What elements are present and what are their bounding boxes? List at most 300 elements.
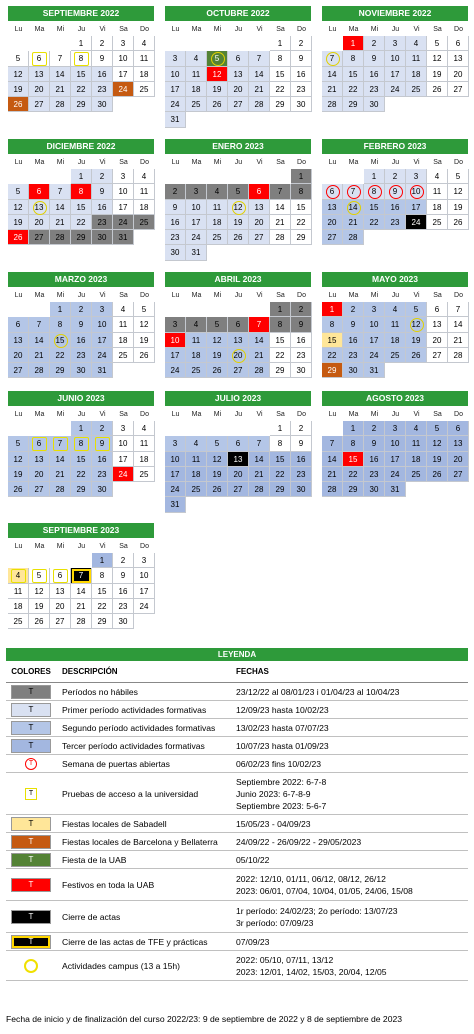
weekday-header: Do — [297, 159, 306, 166]
legend-swatch-cell — [6, 787, 56, 801]
legend-dates — [234, 936, 468, 948]
day-cell: 8 — [71, 184, 92, 199]
day-cell: 20 — [448, 452, 469, 467]
day-cell: 27 — [29, 482, 50, 497]
day-cell: 24 — [113, 215, 134, 230]
day-cell: 8 — [343, 436, 364, 451]
day-cell: 2 — [113, 553, 134, 568]
day-cell: 8 — [343, 51, 364, 66]
day-cell: 29 — [71, 230, 92, 245]
day-cell: 10 — [165, 333, 186, 348]
month-title: JUNIO 2023 — [8, 391, 154, 406]
legend-description: Segundo período actividades formativas — [62, 722, 216, 733]
day-cell: 18 — [113, 333, 134, 348]
weekday-header: Sa — [276, 159, 285, 166]
day-cell: 25 — [385, 348, 406, 363]
day-cell: 19 — [8, 82, 29, 97]
day-cell: 29 — [270, 363, 291, 378]
empty-day-cell — [270, 169, 291, 184]
day-cell: 2 — [291, 302, 312, 317]
legend-dates — [234, 954, 468, 978]
day-cell: 18 — [134, 67, 155, 82]
day-cell: 10 — [165, 452, 186, 467]
legend-swatch — [11, 757, 51, 771]
day-cell: 21 — [270, 215, 291, 230]
weekday-header: Do — [454, 411, 463, 418]
day-cell: 27 — [228, 482, 249, 497]
month-days-grid — [322, 289, 468, 378]
day-cell: 28 — [249, 482, 270, 497]
day-cell: 7 — [322, 51, 343, 66]
month-calendar — [8, 391, 154, 497]
day-cell: 8 — [71, 436, 92, 451]
empty-day-cell — [228, 36, 249, 51]
weekday-header: Lu — [328, 26, 337, 33]
day-cell: 21 — [29, 348, 50, 363]
empty-day-cell — [8, 421, 29, 436]
legend-date-line: 1r período: 24/02/23; 2o período: 13/07/23 — [236, 905, 398, 916]
day-cell: 23 — [343, 348, 364, 363]
day-cell: 9 — [291, 317, 312, 332]
day-cell: 13 — [228, 67, 249, 82]
day-cell: 12 — [406, 317, 427, 332]
day-cell: 2 — [291, 421, 312, 436]
day-cell: 19 — [8, 215, 29, 230]
legend-dates — [234, 836, 468, 848]
day-cell: 6 — [228, 317, 249, 332]
day-cell: 27 — [50, 614, 71, 629]
day-cell: 25 — [134, 215, 155, 230]
legend-description: Fiesta de la UAB — [62, 854, 127, 865]
weekday-header: Ma — [348, 292, 359, 299]
day-cell: 22 — [291, 215, 312, 230]
weekday-header: Vi — [413, 292, 420, 299]
day-cell: 6 — [228, 436, 249, 451]
day-cell: 10 — [134, 568, 155, 583]
legend-description: Primer período actividades formativas — [62, 704, 207, 715]
legend-swatch — [24, 959, 38, 973]
day-cell: 18 — [207, 215, 228, 230]
day-cell: 15 — [364, 200, 385, 215]
weekday-header: Lu — [171, 26, 180, 33]
day-cell: 10 — [165, 67, 186, 82]
legend-dates — [234, 818, 468, 830]
day-cell: 1 — [71, 421, 92, 436]
month-calendar — [165, 391, 311, 513]
day-cell: 14 — [50, 67, 71, 82]
empty-day-cell — [228, 421, 249, 436]
weekday-header: Ma — [34, 26, 45, 33]
weekday-header: Mi — [56, 159, 65, 166]
weekday-header: Do — [297, 26, 306, 33]
day-cell: 16 — [71, 333, 92, 348]
day-cell: 17 — [165, 348, 186, 363]
empty-day-cell — [228, 302, 249, 317]
legend-dates — [234, 686, 468, 698]
day-cell: 31 — [113, 230, 134, 245]
weekday-header: Sa — [119, 159, 128, 166]
day-cell: 10 — [186, 200, 207, 215]
weekday-header: Mi — [213, 411, 222, 418]
day-cell: 5 — [207, 51, 228, 66]
day-cell: 27 — [29, 97, 50, 112]
day-cell: 21 — [71, 599, 92, 614]
weekday-header: Vi — [99, 159, 106, 166]
day-cell: 28 — [29, 363, 50, 378]
day-cell: 24 — [113, 82, 134, 97]
legend-title: LEYENDA — [6, 648, 468, 661]
day-cell: 2 — [364, 421, 385, 436]
legend-swatch-glyph: T — [25, 758, 37, 770]
day-cell: 25 — [134, 467, 155, 482]
legend-swatch-cell — [6, 817, 56, 831]
day-cell: 12 — [448, 184, 469, 199]
legend-description: Cierre de las actas de TFE y prácticas — [62, 936, 208, 947]
weekday-header: Sa — [433, 26, 442, 33]
legend-row — [6, 851, 468, 869]
weekday-header: Ma — [191, 292, 202, 299]
day-cell: 15 — [92, 584, 113, 599]
day-cell: 2 — [165, 184, 186, 199]
day-cell: 27 — [228, 363, 249, 378]
day-cell: 10 — [113, 184, 134, 199]
day-cell: 28 — [270, 230, 291, 245]
day-cell: 17 — [385, 452, 406, 467]
day-cell: 26 — [8, 97, 29, 112]
month-title: ENERO 2023 — [165, 139, 311, 154]
day-cell: 30 — [113, 614, 134, 629]
day-cell: 8 — [50, 317, 71, 332]
day-cell: 12 — [228, 200, 249, 215]
month-days-grid — [165, 289, 311, 378]
day-cell: 18 — [186, 348, 207, 363]
day-cell: 24 — [165, 482, 186, 497]
day-cell: 11 — [385, 317, 406, 332]
day-cell: 25 — [134, 82, 155, 97]
day-cell: 1 — [270, 302, 291, 317]
day-cell: 12 — [8, 200, 29, 215]
day-cell: 25 — [406, 82, 427, 97]
day-cell: 17 — [186, 215, 207, 230]
day-cell: 5 — [207, 317, 228, 332]
day-cell: 14 — [249, 333, 270, 348]
day-cell: 3 — [364, 302, 385, 317]
day-cell: 2 — [385, 169, 406, 184]
day-cell: 13 — [29, 200, 50, 215]
day-cell: 30 — [291, 363, 312, 378]
day-cell: 13 — [228, 333, 249, 348]
day-cell: 30 — [92, 97, 113, 112]
day-cell: 16 — [92, 67, 113, 82]
weekday-header: Vi — [256, 292, 263, 299]
legend-swatch: T — [11, 721, 51, 735]
day-cell: 19 — [427, 452, 448, 467]
month-days-grid — [322, 156, 468, 245]
empty-day-cell — [249, 36, 270, 51]
day-cell: 5 — [427, 421, 448, 436]
legend-description: Actividades campus (13 a 15h) — [62, 960, 180, 971]
day-cell: 27 — [29, 230, 50, 245]
day-cell: 22 — [50, 348, 71, 363]
day-cell: 28 — [249, 363, 270, 378]
day-cell: 21 — [343, 215, 364, 230]
month-days-grid — [322, 408, 468, 497]
month-calendar — [165, 6, 311, 128]
day-cell: 9 — [364, 51, 385, 66]
weekday-header: Ju — [77, 411, 86, 418]
day-cell: 12 — [8, 452, 29, 467]
day-cell: 19 — [427, 67, 448, 82]
weekday-header: Do — [140, 26, 149, 33]
day-cell: 12 — [207, 333, 228, 348]
day-cell: 31 — [92, 363, 113, 378]
day-cell: 12 — [8, 67, 29, 82]
empty-day-cell — [165, 169, 186, 184]
empty-day-cell — [207, 36, 228, 51]
legend-dates-header: FECHAS — [236, 666, 269, 676]
day-cell: 2 — [92, 169, 113, 184]
day-cell: 20 — [8, 348, 29, 363]
day-cell: 13 — [228, 452, 249, 467]
weekday-header: Mi — [56, 411, 65, 418]
empty-day-cell — [207, 302, 228, 317]
day-cell: 15 — [50, 333, 71, 348]
legend-dates — [234, 776, 468, 812]
weekday-header: Do — [454, 26, 463, 33]
day-cell: 29 — [270, 97, 291, 112]
day-cell: 10 — [113, 436, 134, 451]
weekday-header: Ma — [191, 159, 202, 166]
weekday-header: Ju — [391, 292, 400, 299]
empty-day-cell — [50, 421, 71, 436]
day-cell: 26 — [134, 348, 155, 363]
legend-description: Fiestas locales de Sabadell — [62, 818, 167, 829]
day-cell: 23 — [92, 467, 113, 482]
day-cell: 20 — [29, 82, 50, 97]
day-cell: 15 — [71, 200, 92, 215]
weekday-header: Do — [454, 292, 463, 299]
day-cell: 31 — [186, 245, 207, 260]
legend-dates — [234, 740, 468, 752]
legend-swatch-cell — [6, 835, 56, 849]
day-cell: 10 — [92, 317, 113, 332]
legend-row — [6, 755, 468, 773]
day-cell: 18 — [385, 333, 406, 348]
day-cell: 4 — [134, 169, 155, 184]
day-cell: 27 — [8, 363, 29, 378]
legend-date-line: 13/02/23 hasta 07/07/23 — [236, 722, 329, 733]
month-days-grid — [8, 23, 154, 112]
month-calendar — [322, 272, 468, 378]
day-cell: 3 — [385, 421, 406, 436]
empty-day-cell — [207, 169, 228, 184]
month-title: OCTUBRE 2022 — [165, 6, 311, 21]
day-cell: 17 — [113, 452, 134, 467]
day-cell: 20 — [228, 467, 249, 482]
weekday-header: Do — [140, 159, 149, 166]
day-cell: 22 — [71, 215, 92, 230]
day-cell: 30 — [343, 363, 364, 378]
day-cell: 9 — [165, 200, 186, 215]
day-cell: 7 — [448, 302, 469, 317]
weekday-header: Mi — [213, 159, 222, 166]
weekday-header: Sa — [433, 292, 442, 299]
weekday-header: Lu — [14, 26, 23, 33]
day-cell: 9 — [364, 436, 385, 451]
day-cell: 17 — [165, 82, 186, 97]
weekday-header: Vi — [99, 26, 106, 33]
weekday-header: Mi — [370, 292, 379, 299]
day-cell: 6 — [29, 184, 50, 199]
day-cell: 12 — [427, 436, 448, 451]
day-cell: 24 — [406, 215, 427, 230]
day-cell: 1 — [92, 553, 113, 568]
day-cell: 24 — [113, 467, 134, 482]
day-cell: 23 — [364, 82, 385, 97]
day-cell: 1 — [364, 169, 385, 184]
empty-day-cell — [29, 36, 50, 51]
weekday-header: Mi — [56, 543, 65, 550]
day-cell: 9 — [291, 436, 312, 451]
day-cell: 18 — [134, 452, 155, 467]
day-cell: 9 — [92, 184, 113, 199]
legend-date-line: Septiembre 2022: 6-7-8 — [236, 776, 327, 787]
legend-row — [6, 901, 468, 933]
weekday-header: Do — [140, 411, 149, 418]
day-cell: 26 — [207, 97, 228, 112]
empty-day-cell — [186, 36, 207, 51]
day-cell: 24 — [92, 348, 113, 363]
day-cell: 26 — [207, 363, 228, 378]
month-calendar — [8, 272, 154, 378]
weekday-header: Ju — [391, 159, 400, 166]
day-cell: 2 — [92, 36, 113, 51]
legend-swatch-cell — [6, 878, 56, 892]
legend-dates — [234, 905, 468, 929]
day-cell: 6 — [249, 184, 270, 199]
day-cell: 13 — [8, 333, 29, 348]
day-cell: 23 — [385, 215, 406, 230]
day-cell: 25 — [207, 230, 228, 245]
day-cell: 3 — [134, 553, 155, 568]
day-cell: 23 — [291, 82, 312, 97]
day-cell: 9 — [92, 436, 113, 451]
day-cell: 18 — [406, 452, 427, 467]
legend-swatch: T — [11, 685, 51, 699]
weekday-header: Lu — [328, 292, 337, 299]
day-cell: 20 — [29, 215, 50, 230]
day-cell: 4 — [8, 568, 29, 583]
day-cell: 6 — [427, 302, 448, 317]
weekday-header: Mi — [370, 411, 379, 418]
weekday-header: Vi — [256, 26, 263, 33]
day-cell: 16 — [385, 200, 406, 215]
day-cell: 7 — [249, 436, 270, 451]
day-cell: 5 — [29, 568, 50, 583]
day-cell: 23 — [92, 82, 113, 97]
day-cell: 24 — [385, 82, 406, 97]
day-cell: 16 — [291, 67, 312, 82]
day-cell: 3 — [165, 436, 186, 451]
day-cell: 16 — [92, 200, 113, 215]
day-cell: 13 — [427, 317, 448, 332]
day-cell: 13 — [448, 51, 469, 66]
day-cell: 19 — [207, 348, 228, 363]
day-cell: 22 — [71, 467, 92, 482]
day-cell: 25 — [186, 482, 207, 497]
day-cell: 4 — [406, 421, 427, 436]
day-cell: 1 — [270, 36, 291, 51]
legend-swatch-cell — [6, 935, 56, 949]
day-cell: 11 — [134, 51, 155, 66]
legend-swatch: T — [11, 835, 51, 849]
legend-dates — [234, 704, 468, 716]
empty-day-cell — [322, 36, 343, 51]
day-cell: 25 — [406, 467, 427, 482]
day-cell: 19 — [448, 200, 469, 215]
day-cell: 1 — [322, 302, 343, 317]
day-cell: 15 — [270, 452, 291, 467]
day-cell: 28 — [50, 482, 71, 497]
weekday-header: Mi — [370, 159, 379, 166]
day-cell: 20 — [29, 467, 50, 482]
day-cell: 26 — [448, 215, 469, 230]
day-cell: 7 — [270, 184, 291, 199]
day-cell: 11 — [427, 184, 448, 199]
day-cell: 6 — [448, 421, 469, 436]
day-cell: 27 — [322, 230, 343, 245]
day-cell: 29 — [92, 614, 113, 629]
day-cell: 5 — [448, 169, 469, 184]
day-cell: 17 — [406, 200, 427, 215]
month-calendar — [8, 523, 154, 629]
day-cell: 23 — [113, 599, 134, 614]
day-cell: 14 — [343, 200, 364, 215]
day-cell: 7 — [343, 184, 364, 199]
day-cell: 5 — [427, 36, 448, 51]
weekday-header: Sa — [276, 411, 285, 418]
empty-day-cell — [8, 36, 29, 51]
day-cell: 19 — [8, 467, 29, 482]
day-cell: 12 — [427, 51, 448, 66]
day-cell: 2 — [364, 36, 385, 51]
day-cell: 26 — [427, 82, 448, 97]
day-cell: 8 — [71, 51, 92, 66]
legend-description: Tercer período actividades formativas — [62, 740, 205, 751]
weekday-header: Mi — [213, 292, 222, 299]
empty-day-cell — [50, 36, 71, 51]
day-cell: 22 — [71, 82, 92, 97]
empty-day-cell — [186, 421, 207, 436]
day-cell: 4 — [186, 51, 207, 66]
empty-day-cell — [8, 553, 29, 568]
day-cell: 24 — [165, 363, 186, 378]
weekday-header: Lu — [171, 292, 180, 299]
day-cell: 21 — [50, 215, 71, 230]
weekday-header: Do — [297, 292, 306, 299]
day-cell: 21 — [249, 467, 270, 482]
day-cell: 10 — [406, 184, 427, 199]
legend-row — [6, 869, 468, 901]
day-cell: 16 — [92, 452, 113, 467]
weekday-header: Ma — [34, 159, 45, 166]
empty-day-cell — [29, 169, 50, 184]
day-cell: 22 — [322, 348, 343, 363]
day-cell: 17 — [113, 67, 134, 82]
day-cell: 14 — [322, 452, 343, 467]
day-cell: 20 — [249, 215, 270, 230]
empty-day-cell — [71, 553, 92, 568]
